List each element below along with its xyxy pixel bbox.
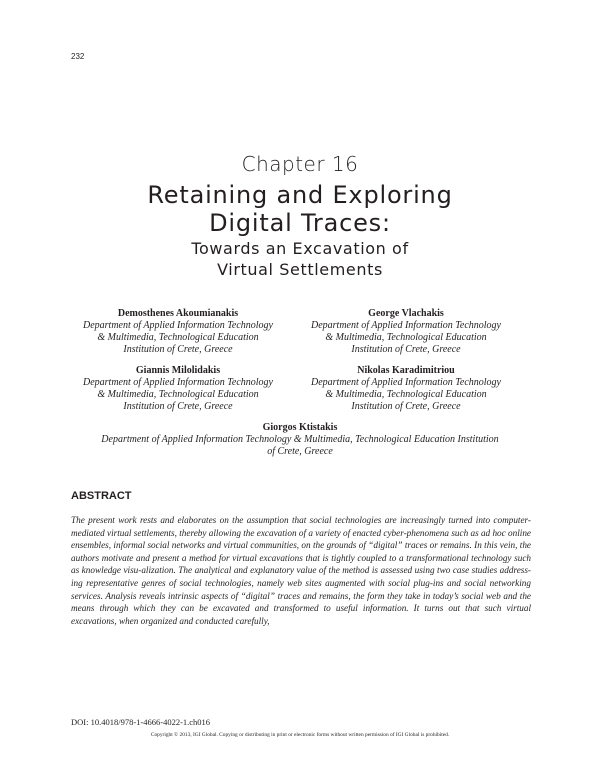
author-name: Demosthenes Akoumianakis [117,308,239,319]
author-block [58,308,298,356]
author-block [286,365,526,413]
chapter-label: Chapter 16 [241,152,359,176]
author-affiliation: & Multimedia, Technological Education [325,332,487,343]
author-name: Nikolas Karadimitriou [357,365,455,376]
author-affiliation: & Multimedia, Technological Education [325,389,487,400]
author-affiliation: & Multimedia, Technological Education [97,332,259,343]
chapter-subtitle-line: Towards an Excavation of [191,239,409,258]
copyright-notice: Copyright © 2013, IGI Global. Copying or distributing in print or electronic forms without written permission of IGI Global is prohibited. [150,732,450,738]
author-block [286,308,526,356]
abstract-heading: ABSTRACT [71,490,132,502]
author-block [70,422,530,458]
author-name: Giorgos Ktistakis [262,422,338,433]
page-number: 232 [71,52,85,61]
author-affiliation: Department of Applied Information Technology [83,320,273,331]
author-name: Giannis Milolidakis [135,365,221,376]
chapter-title [0,181,600,237]
author-affiliation: Institution of Crete, Greece [123,401,233,412]
chapter-title-line: Digital Traces: [209,209,391,237]
author-affiliation: Department of Applied Information Technology [311,320,501,331]
doi: DOI: 10.4018/978-1-4666-4022-1.ch016 [71,717,211,727]
author-affiliation: Institution of Crete, Greece [351,401,461,412]
author-affiliation: Institution of Crete, Greece [351,344,461,355]
chapter-title-line: Retaining and Exploring [147,181,453,209]
author-block [58,365,298,413]
author-name: George Vlachakis [368,308,444,319]
author-affiliation: Institution of Crete, Greece [123,344,233,355]
author-affiliation: of Crete, Greece [267,446,333,457]
author-affiliation: Department of Applied Information Technology & Multimedia, Technological Education Institution [101,434,499,445]
chapter-subtitle-line: Virtual Settlements [217,260,383,279]
author-affiliation: Department of Applied Information Technology [83,377,273,388]
abstract-body: The present work rests and elaborates on the assumption that social technologies are increasingly turned into computer-mediated virtual settlements, thereby allowing the excavation of a variety of enacted cyber-phenomena such as ad hoc online ensembles, informal social networks and virtual communities, on the grounds of “digital” traces or remains. In this vein, the authors motivate and present a method for virtual excavations that is tightly coupled to a transformational technology such as knowledge visu-alization. The analytical and explanatory value of the method is assessed using two case studies address-ing representative genres of social technologies, namely web sites augmented with social plug-ins and social networking services. Analysis reveals intrinsic aspects of “digital” traces and remains, the form they take in today’s social web and the means through which they can be excavated and transformed to useful information. It turns out that such virtual excavations, when organized and conducted carefully, [71,515,531,626]
chapter-subtitle [0,238,600,280]
author-affiliation: & Multimedia, Technological Education [97,389,259,400]
author-affiliation: Department of Applied Information Technology [311,377,501,388]
